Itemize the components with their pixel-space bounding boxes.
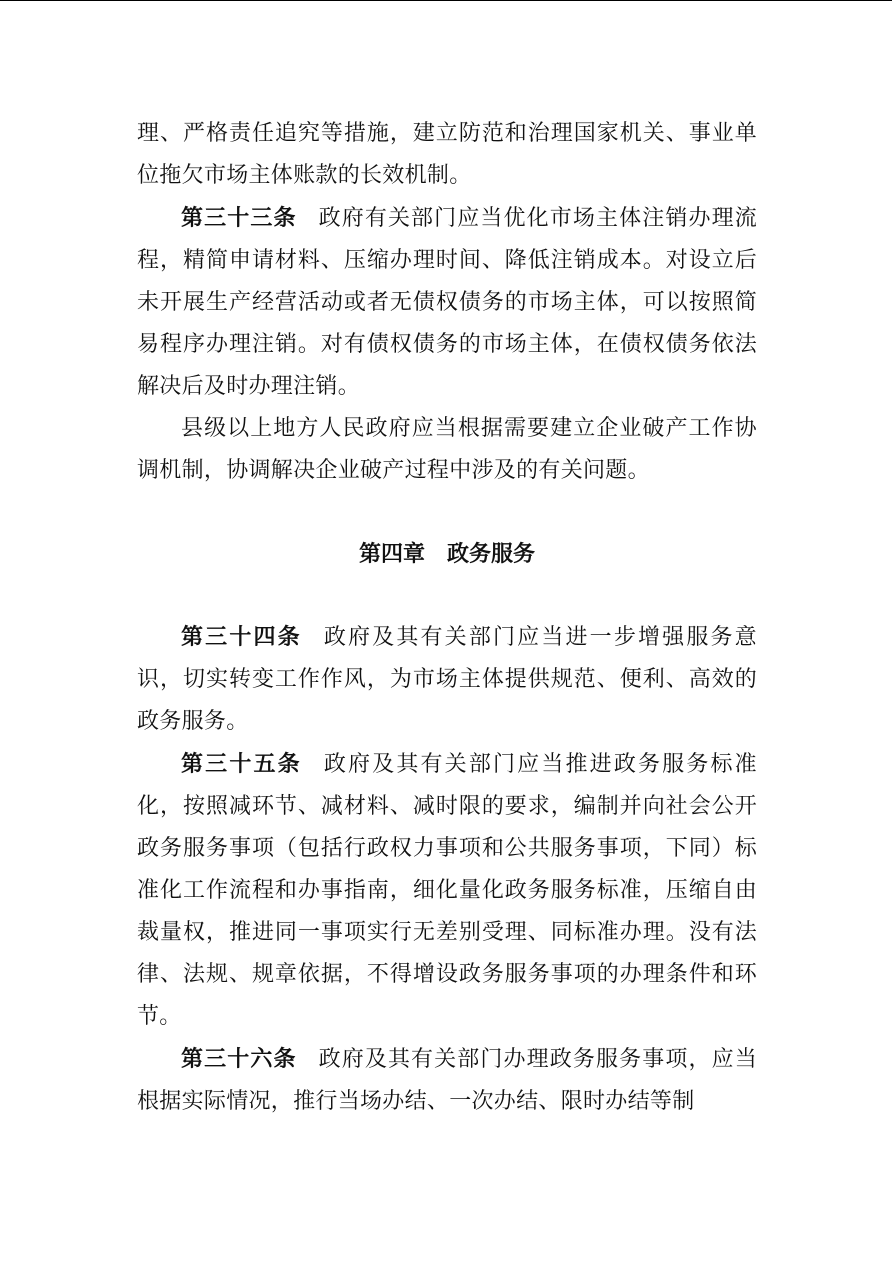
article-33-paragraph	[137, 197, 757, 408]
continuation-paragraph: 理、严格责任追究等措施，建立防范和治理国家机关、事业单位拖欠市场主体账款的长效机制。	[137, 121, 757, 188]
article-35-paragraph	[137, 743, 757, 1038]
article-34-number: 第三十四条	[181, 624, 302, 650]
article-36-number: 第三十六条	[181, 1046, 297, 1072]
article-34-paragraph	[137, 616, 757, 743]
article-35-number: 第三十五条	[181, 751, 302, 777]
chapter-heading	[137, 534, 757, 576]
page-top-border	[0, 0, 892, 1]
article-33-paragraph-2: 县级以上地方人民政府应当根据需要建立企业破产工作协调机制，协调解决企业破产过程中涉及的有关问题。	[137, 416, 757, 483]
article-33-number: 第三十三条	[181, 205, 297, 231]
article-35-text: 政府及其有关部门应当推进政务服务标准化，按照减环节、减材料、减时限的要求，编制并向社会公开政务服务事项（包括行政权力事项和公共服务事项，下同）标准化工作流程和办事指南，细化量化政务服务标准，压缩自由裁量权，推进同一事项实行无差别受理、同标准办理。没有法律、法规、规章依据，不得增设政务服务事项的办理条件和环节。	[137, 752, 757, 1029]
text-block-upper	[137, 113, 757, 492]
chapter-number: 第四章	[358, 542, 425, 567]
article-33-text: 政府有关部门应当优化市场主体注销办理流程，精简申请材料、压缩办理时间、降低注销成本。对设立后未开展生产经营活动或者无债权债务的市场主体，可以按照简易程序办理注销。对有债权债务的市场主体，在债权债务依法解决后及时办理注销。	[137, 206, 757, 399]
chapter-title: 政务服务	[447, 542, 536, 567]
article-36-paragraph	[137, 1038, 757, 1123]
article-34-text: 政府及其有关部门应当进一步增强服务意识，切实转变工作作风，为市场主体提供规范、便利、高效的政务服务。	[137, 625, 757, 734]
text-block-lower	[137, 616, 757, 1123]
article-36-text: 政府及其有关部门办理政务服务事项，应当根据实际情况，推行当场办结、一次办结、限时办结等制	[137, 1047, 757, 1114]
